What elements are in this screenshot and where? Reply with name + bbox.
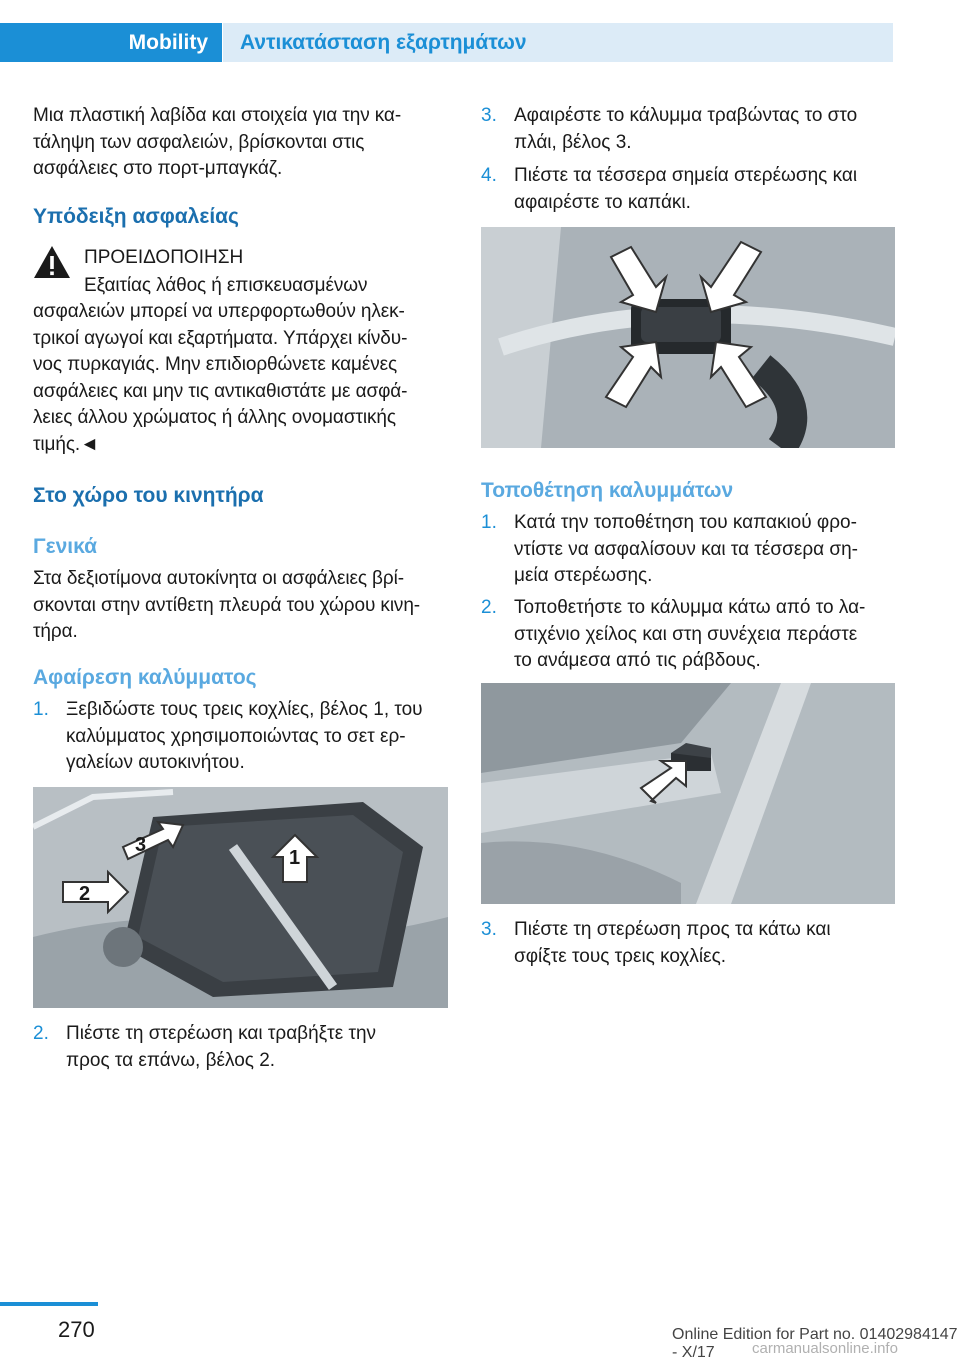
step-number: 2. bbox=[481, 597, 497, 618]
warning-block bbox=[33, 245, 448, 296]
step-number: 1. bbox=[481, 512, 497, 533]
warning-title: ΠΡΟΕΙΔΟΠΟΙΗΣΗ bbox=[84, 247, 244, 268]
intro-paragraph: Μια πλαστική λαβίδα και στοιχεία για την κα- τάληψη των ασφαλειών, βρίσκονται στις ασφάλειες στο πορτ-μπαγκάζ. bbox=[33, 105, 402, 179]
step-number: 3. bbox=[481, 919, 497, 940]
step-text: Πιέστε τα τέσσερα σημεία στερέωσης και αφαιρέστε το καπάκι. bbox=[514, 165, 858, 213]
step-text: Αφαιρέστε το κάλυμμα τραβώντας το στο πλάι, βέλος 3. bbox=[514, 105, 858, 153]
step-text: Πιέστε τη στερέωση και τραβήξτε την προς τα επάνω, βέλος 2. bbox=[66, 1023, 377, 1071]
tab-section-title[interactable]: Αντικατάσταση εξαρτημάτων bbox=[223, 23, 893, 62]
tab-mobility[interactable]: Mobility bbox=[0, 23, 222, 62]
general-heading: Γενικά bbox=[33, 535, 98, 558]
removal-heading: Αφαίρεση καλύμματος bbox=[33, 666, 257, 689]
warning-text: ασφαλειών μπορεί να υπερφορτωθούν ηλεκ- τρικοί αγωγοί και εξαρτήματα. Υπάρχει κίνδυ- νος πυρκαγιάς. Μην επιδιορθώνετε καμένες ασφάλειες και μην τις αντικαθιστάτε με ασφά- λειες άλλου χρώματος ή άλλης ονομαστικής τιμής.◄ bbox=[33, 301, 408, 455]
arrow-label-2: 2 bbox=[79, 883, 91, 905]
step-text: Τοποθετήστε το κάλυμμα κάτω από το λα- στιχένιο χείλος και στη συνέχεια περάστε το ανάμεσα από τις ράβδους. bbox=[514, 597, 866, 671]
figure-cap-removal bbox=[481, 227, 895, 448]
footer-accent-line bbox=[0, 1302, 98, 1306]
installation-heading: Τοποθέτηση καλυμμάτων bbox=[481, 479, 734, 502]
figure-cover-installation bbox=[481, 683, 895, 904]
page-number: 270 bbox=[58, 1317, 95, 1342]
safety-heading: Υπόδειξη ασφαλείας bbox=[33, 205, 239, 228]
edition-text: Online Edition for Part no. 01402984147 - X/17 bbox=[672, 1326, 958, 1361]
figure-cover-removal bbox=[33, 787, 448, 1008]
warning-text-first-line: Εξαιτίας λάθος ή επισκευασμένων bbox=[84, 275, 368, 296]
arrow-label-1: 1 bbox=[289, 847, 301, 869]
watermark: carmanualsonline.info bbox=[752, 1340, 898, 1357]
step-number: 2. bbox=[33, 1023, 49, 1044]
step-number: 3. bbox=[481, 105, 497, 126]
step-number: 4. bbox=[481, 165, 497, 186]
engine-compartment-heading: Στο χώρο του κινητήρα bbox=[33, 484, 264, 507]
warning-triangle-icon bbox=[33, 245, 71, 279]
step-number: 1. bbox=[33, 699, 49, 720]
step-text: Ξεβιδώστε τους τρεις κοχλίες, βέλος 1, του καλύμματος χρησιμοποιώντας το σετ ερ- γαλείων αυτοκινήτου. bbox=[66, 699, 423, 773]
general-paragraph: Στα δεξιοτίμονα αυτοκίνητα οι ασφάλειες βρί- σκονται στην αντίθετη πλευρά του χώρου κινη- τήρα. bbox=[33, 568, 421, 642]
step-text: Πιέστε τη στερέωση προς τα κάτω και σφίξτε τους τρεις κοχλίες. bbox=[514, 919, 831, 967]
page-header bbox=[0, 0, 893, 62]
step-text: Κατά την τοποθέτηση του καπακιού φρο- ντίστε να ασφαλίσουν και τα τέσσερα ση- μεία στερέωσης. bbox=[514, 512, 859, 586]
arrow-label-3: 3 bbox=[135, 834, 147, 856]
